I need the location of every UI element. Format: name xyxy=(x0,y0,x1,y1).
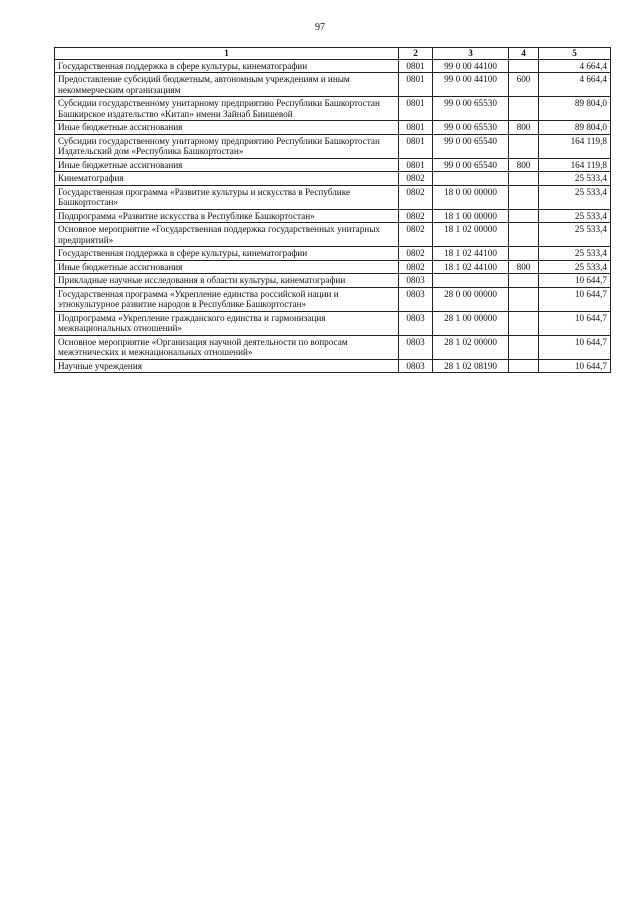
column-header-5: 5 xyxy=(539,48,611,60)
target-article-cell xyxy=(433,274,509,288)
table-row xyxy=(55,185,611,209)
amount-cell: 10 644,7 xyxy=(539,311,611,335)
section-code-cell: 0801 xyxy=(399,97,433,121)
row-name-cell: Субсидии государственному унитарному предприятию Республики Башкортостан Издательский дом «Республика Башкортостан» xyxy=(55,134,399,158)
section-code-cell: 0803 xyxy=(399,359,433,373)
table-row xyxy=(55,97,611,121)
expense-type-cell xyxy=(509,311,539,335)
expense-type-cell xyxy=(509,185,539,209)
table-row xyxy=(55,247,611,261)
target-article-cell: 28 1 02 08190 xyxy=(433,359,509,373)
target-article-cell: 99 0 00 44100 xyxy=(433,59,509,73)
amount-cell: 10 644,7 xyxy=(539,335,611,359)
section-code-cell: 0801 xyxy=(399,134,433,158)
amount-cell: 89 804,0 xyxy=(539,97,611,121)
expense-type-cell xyxy=(509,134,539,158)
row-name-cell: Предоставление субсидий бюджетным, автономным учреждениям и иным некоммерческим организациям xyxy=(55,73,399,97)
amount-cell: 164 119,8 xyxy=(539,158,611,172)
section-code-cell: 0803 xyxy=(399,274,433,288)
target-article-cell: 99 0 00 65540 xyxy=(433,158,509,172)
amount-cell: 25 533,4 xyxy=(539,247,611,261)
table-header-row xyxy=(55,48,611,60)
amount-cell: 25 533,4 xyxy=(539,185,611,209)
target-article-cell: 28 1 02 00000 xyxy=(433,335,509,359)
page-number: 97 xyxy=(315,22,325,33)
row-name-cell: Иные бюджетные ассигнования xyxy=(55,260,399,274)
section-code-cell: 0801 xyxy=(399,158,433,172)
target-article-cell: 28 1 00 00000 xyxy=(433,311,509,335)
expense-type-cell: 800 xyxy=(509,121,539,135)
expense-type-cell xyxy=(509,59,539,73)
column-header-2: 2 xyxy=(399,48,433,60)
section-code-cell: 0801 xyxy=(399,121,433,135)
section-code-cell: 0802 xyxy=(399,172,433,186)
row-name-cell: Иные бюджетные ассигнования xyxy=(55,121,399,135)
table-row xyxy=(55,311,611,335)
amount-cell: 4 664,4 xyxy=(539,73,611,97)
row-name-cell: Научные учреждения xyxy=(55,359,399,373)
row-name-cell: Прикладные научные исследования в области культуры, кинематографии xyxy=(55,274,399,288)
budget-table xyxy=(54,47,611,373)
table-row xyxy=(55,121,611,135)
target-article-cell: 99 0 00 65530 xyxy=(433,97,509,121)
target-article-cell: 18 0 00 00000 xyxy=(433,185,509,209)
section-code-cell: 0803 xyxy=(399,287,433,311)
expense-type-cell xyxy=(509,335,539,359)
row-name-cell: Подпрограмма «Укрепление гражданского единства и гармонизация межнациональных отношений» xyxy=(55,311,399,335)
expense-type-cell: 600 xyxy=(509,73,539,97)
row-name-cell: Основное мероприятие «Организация научной деятельности по вопросам межэтнических и межнациональных отношений» xyxy=(55,335,399,359)
amount-cell: 10 644,7 xyxy=(539,359,611,373)
expense-type-cell xyxy=(509,274,539,288)
amount-cell: 25 533,4 xyxy=(539,172,611,186)
table-row xyxy=(55,223,611,247)
expense-type-cell xyxy=(509,97,539,121)
expense-type-cell xyxy=(509,359,539,373)
table-row xyxy=(55,359,611,373)
amount-cell: 10 644,7 xyxy=(539,274,611,288)
target-article-cell: 18 1 00 00000 xyxy=(433,209,509,223)
column-header-1: 1 xyxy=(55,48,399,60)
table-row xyxy=(55,260,611,274)
section-code-cell: 0801 xyxy=(399,59,433,73)
row-name-cell: Государственная программа «Развитие культуры и искусства в Республике Башкортостан» xyxy=(55,185,399,209)
column-header-4: 4 xyxy=(509,48,539,60)
expense-type-cell xyxy=(509,209,539,223)
table-row xyxy=(55,274,611,288)
row-name-cell: Государственная поддержка в сфере культуры, кинематографии xyxy=(55,59,399,73)
amount-cell: 25 533,4 xyxy=(539,209,611,223)
expense-type-cell xyxy=(509,223,539,247)
target-article-cell: 99 0 00 65540 xyxy=(433,134,509,158)
amount-cell: 164 119,8 xyxy=(539,134,611,158)
section-code-cell: 0802 xyxy=(399,247,433,261)
target-article-cell: 28 0 00 00000 xyxy=(433,287,509,311)
table-row xyxy=(55,287,611,311)
target-article-cell: 18 1 02 44100 xyxy=(433,247,509,261)
section-code-cell: 0803 xyxy=(399,335,433,359)
section-code-cell: 0801 xyxy=(399,73,433,97)
section-code-cell: 0802 xyxy=(399,209,433,223)
row-name-cell: Государственная поддержка в сфере культуры, кинематографии xyxy=(55,247,399,261)
table-row xyxy=(55,172,611,186)
target-article-cell: 99 0 00 44100 xyxy=(433,73,509,97)
table-row xyxy=(55,59,611,73)
amount-cell: 25 533,4 xyxy=(539,260,611,274)
amount-cell: 89 804,0 xyxy=(539,121,611,135)
amount-cell: 10 644,7 xyxy=(539,287,611,311)
row-name-cell: Иные бюджетные ассигнования xyxy=(55,158,399,172)
target-article-cell xyxy=(433,172,509,186)
row-name-cell: Кинематография xyxy=(55,172,399,186)
section-code-cell: 0802 xyxy=(399,260,433,274)
row-name-cell: Субсидии государственному унитарному предприятию Республики Башкортостан Башкирское издательство «Китап» имени Зайнаб Биишевой xyxy=(55,97,399,121)
expense-type-cell xyxy=(509,247,539,261)
table-body xyxy=(55,59,611,373)
section-code-cell: 0803 xyxy=(399,311,433,335)
table-row xyxy=(55,134,611,158)
column-header-3: 3 xyxy=(433,48,509,60)
row-name-cell: Государственная программа «Укрепление единства российской нации и этнокультурное развитие народов в Республике Башкортостан» xyxy=(55,287,399,311)
target-article-cell: 18 1 02 00000 xyxy=(433,223,509,247)
row-name-cell: Основное мероприятие «Государственная поддержка государственных унитарных предприятий» xyxy=(55,223,399,247)
target-article-cell: 99 0 00 65530 xyxy=(433,121,509,135)
target-article-cell: 18 1 02 44100 xyxy=(433,260,509,274)
section-code-cell: 0802 xyxy=(399,223,433,247)
amount-cell: 4 664,4 xyxy=(539,59,611,73)
amount-cell: 25 533,4 xyxy=(539,223,611,247)
table-row xyxy=(55,73,611,97)
expense-type-cell: 800 xyxy=(509,158,539,172)
expense-type-cell xyxy=(509,172,539,186)
table-row xyxy=(55,158,611,172)
row-name-cell: Подпрограмма «Развитие искусства в Республике Башкортостан» xyxy=(55,209,399,223)
section-code-cell: 0802 xyxy=(399,185,433,209)
expense-type-cell: 800 xyxy=(509,260,539,274)
expense-type-cell xyxy=(509,287,539,311)
table-row xyxy=(55,335,611,359)
table-row xyxy=(55,209,611,223)
